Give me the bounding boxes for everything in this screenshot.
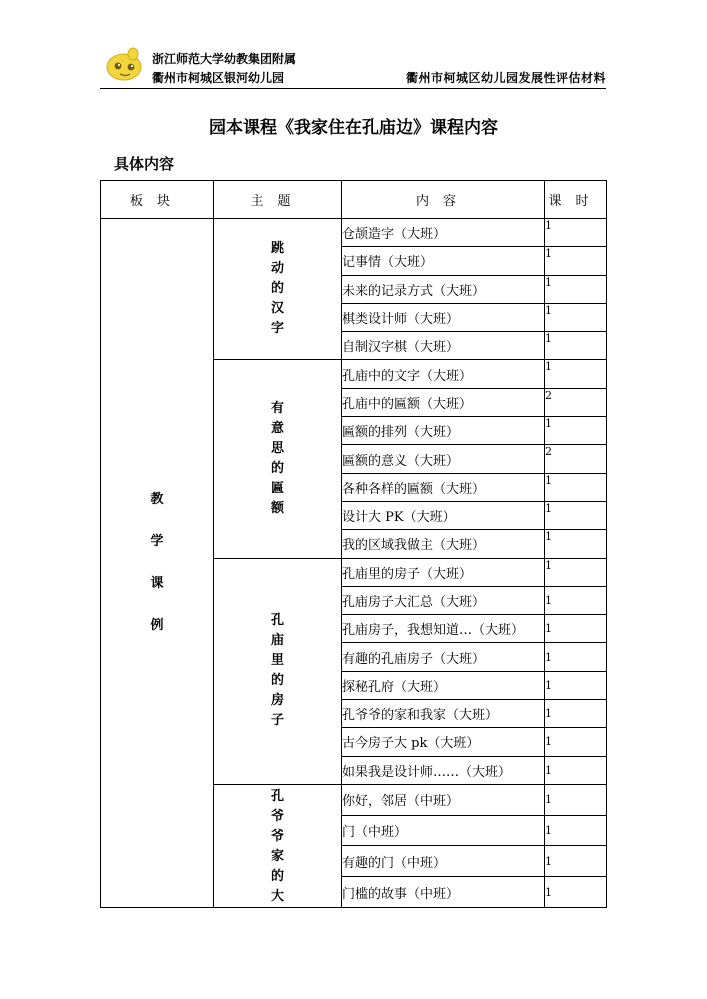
header-document-type: 衢州市柯城区幼儿园发展性评估材料 <box>405 71 606 85</box>
theme-name: 孔爷爷家的大 <box>270 788 284 904</box>
theme-name: 跳动的汉字 <box>270 241 284 337</box>
content-cell: 各种各样的匾额（大班） <box>342 473 545 501</box>
table-row <box>101 219 607 247</box>
content-cell: 匾额的意义（大班） <box>342 445 545 473</box>
hours-cell: 1 <box>545 303 607 331</box>
content-cell: 门槛的故事（中班） <box>342 877 545 908</box>
content-cell: 孔庙房子大汇总（大班） <box>342 586 545 614</box>
block-cell <box>101 219 214 908</box>
content-cell: 未来的记录方式（大班） <box>342 275 545 303</box>
section-title: 具体内容 <box>114 155 175 173</box>
document-title: 园本课程《我家住在孔庙边》课程内容 <box>209 118 498 138</box>
theme-cell <box>214 219 342 360</box>
hours-cell: 1 <box>545 501 607 529</box>
course-content-table <box>100 180 607 908</box>
hours-cell: 1 <box>545 728 607 756</box>
theme-name: 孔庙里的房子 <box>270 613 284 729</box>
content-cell: 孔庙中的匾额（大班） <box>342 388 545 416</box>
header-hours: 课时 <box>545 181 607 219</box>
hours-cell: 1 <box>545 586 607 614</box>
content-cell: 孔庙中的文字（大班） <box>342 360 545 388</box>
content-cell: 探秘孔府（大班） <box>342 671 545 699</box>
content-cell: 有趣的孔庙房子（大班） <box>342 643 545 671</box>
hours-cell: 1 <box>545 558 607 586</box>
org-name-line1: 浙江师范大学幼教集团附属 <box>152 52 297 66</box>
hours-cell: 1 <box>545 360 607 388</box>
content-cell: 自制汉字棋（大班） <box>342 332 545 360</box>
hours-cell: 1 <box>545 756 607 784</box>
hours-cell: 1 <box>545 846 607 877</box>
theme-cell <box>214 784 342 907</box>
org-name-line2: 衢州市柯城区银河幼儿园 <box>152 71 285 85</box>
content-cell: 你好，邻居（中班） <box>342 784 545 815</box>
content-cell: 匾额的排列（大班） <box>342 417 545 445</box>
block-label: 教学课例 <box>150 491 164 633</box>
content-cell: 孔庙房子，我想知道…（大班） <box>342 615 545 643</box>
hours-cell: 2 <box>545 388 607 416</box>
hours-cell: 1 <box>545 700 607 728</box>
content-cell: 记事情（大班） <box>342 247 545 275</box>
content-cell: 如果我是设计师……（大班） <box>342 756 545 784</box>
header-theme: 主题 <box>214 181 342 219</box>
theme-cell <box>214 558 342 784</box>
hours-cell: 1 <box>545 615 607 643</box>
page-header <box>100 44 606 90</box>
hours-cell: 1 <box>545 417 607 445</box>
theme-cell <box>214 360 342 558</box>
header-block: 板块 <box>101 181 214 219</box>
table-header-row <box>101 181 607 219</box>
hours-cell: 1 <box>545 815 607 846</box>
header-content: 内容 <box>342 181 545 219</box>
content-cell: 古今房子大 pk（大班） <box>342 728 545 756</box>
content-cell: 棋类设计师（大班） <box>342 303 545 331</box>
hours-cell: 1 <box>545 332 607 360</box>
hours-cell: 1 <box>545 219 607 247</box>
header-divider <box>100 88 606 89</box>
content-cell: 孔庙里的房子（大班） <box>342 558 545 586</box>
kindergarten-logo-icon <box>104 46 144 82</box>
content-cell: 门（中班） <box>342 815 545 846</box>
hours-cell: 1 <box>545 784 607 815</box>
content-cell: 设计大 PK（大班） <box>342 501 545 529</box>
hours-cell: 1 <box>545 247 607 275</box>
content-cell: 我的区域我做主（大班） <box>342 530 545 558</box>
theme-name: 有意思的匾额 <box>270 401 284 517</box>
hours-cell: 1 <box>545 877 607 908</box>
content-cell: 有趣的门（中班） <box>342 846 545 877</box>
content-cell: 仓颉造字（大班） <box>342 219 545 247</box>
hours-cell: 2 <box>545 445 607 473</box>
hours-cell: 1 <box>545 275 607 303</box>
hours-cell: 1 <box>545 530 607 558</box>
content-cell: 孔爷爷的家和我家（大班） <box>342 700 545 728</box>
hours-cell: 1 <box>545 473 607 501</box>
hours-cell: 1 <box>545 643 607 671</box>
hours-cell: 1 <box>545 671 607 699</box>
